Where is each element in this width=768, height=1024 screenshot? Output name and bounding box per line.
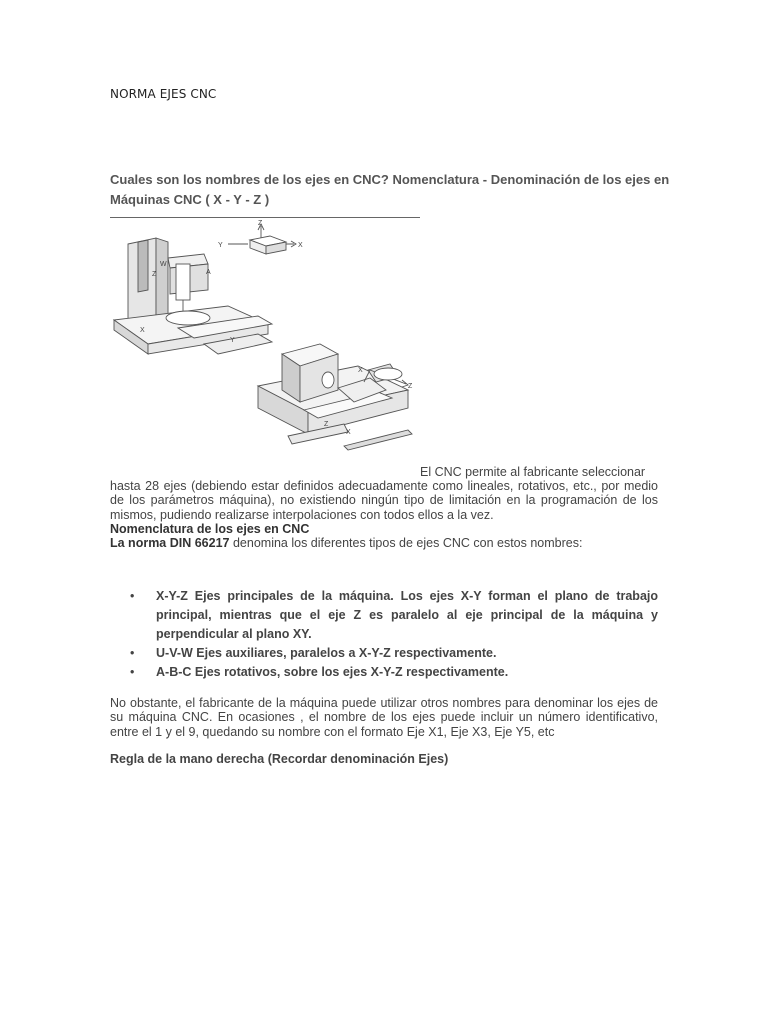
vertical-machine xyxy=(114,238,272,354)
lathe-machine xyxy=(258,344,412,450)
section-question: Cuales son los nombres de los ejes en CNC? Nomenclatura - Denominación de los ejes en Máquinas CNC ( X - Y - Z ) xyxy=(110,172,670,207)
paragraph1-first-line: El CNC permite al fabricante seleccionar xyxy=(420,465,646,479)
bullet-item xyxy=(130,587,658,644)
paragraph1-body: hasta 28 ejes (debiendo estar definidos adecuadamente como lineales, rotativos, etc., por medio de los parámetros máquina), no existiendo ningún tipo de limitación en la programación de los mismos, pudiendo realizarse interpolaciones con todos ellos a la vez. xyxy=(110,479,658,522)
axis-symbol-top xyxy=(228,224,296,254)
bullet-text: X-Y-Z Ejes principales de la máquina. Los ejes X-Y forman el plano de trabajo principal, mientras que el eje Z es paralelo al eje principal de la máquina y perpendicular al plano XY. xyxy=(156,589,658,641)
axis-label-x: X xyxy=(298,242,303,249)
bullet-item xyxy=(130,644,658,663)
norma-paragraph xyxy=(110,536,582,550)
axis-label-w: W xyxy=(160,261,167,268)
cnc-machines-illustration xyxy=(108,220,418,478)
axis-label-z-machine: Z xyxy=(152,271,157,278)
axis-label-z-lathe: Z xyxy=(408,383,413,390)
bullet-text: U-V-W Ejes auxiliares, paralelos a X-Y-Z respectivamente. xyxy=(156,646,497,660)
axis-label-x-lathe: X xyxy=(358,367,363,374)
axis-label-x-slide: X xyxy=(346,429,351,436)
paragraph2: No obstante, el fabricante de la máquina puede utilizar otros nombres para denominar los ejes de su máquina CNC. En ocasiones , el nombre de los ejes puede incluir un número identificativo, entre el 1 y el 9, quedando su nombre con el formato Eje X1, Eje X3, Eje Y5, etc xyxy=(110,696,658,739)
horizontal-rule xyxy=(110,217,420,218)
bullet-dot: • xyxy=(130,646,135,660)
bullet-text: A-B-C Ejes rotativos, sobre los ejes X-Y-Z respectivamente. xyxy=(156,665,509,679)
norma-text: denomina los diferentes tipos de ejes CNC con estos nombres: xyxy=(229,536,583,550)
bullet-dot: • xyxy=(130,589,135,603)
axis-label-y: Y xyxy=(218,242,223,249)
axis-label-z: Z xyxy=(258,220,263,227)
axes-bullet-list xyxy=(130,587,658,682)
axis-label-a: A xyxy=(206,269,211,276)
bullet-item xyxy=(130,663,658,682)
axis-label-y-machine: Y xyxy=(230,337,235,344)
axis-label-z-slide: Z xyxy=(324,421,329,428)
right-hand-rule-heading: Regla de la mano derecha (Recordar denominación Ejes) xyxy=(110,752,449,766)
nomenclature-heading: Nomenclatura de los ejes en CNC xyxy=(110,522,310,536)
axis-label-x-machine: X xyxy=(140,327,145,334)
norma-label: La norma DIN 66217 xyxy=(110,536,230,550)
document-title: NORMA EJES CNC xyxy=(110,87,217,101)
bullet-dot: • xyxy=(130,665,135,679)
